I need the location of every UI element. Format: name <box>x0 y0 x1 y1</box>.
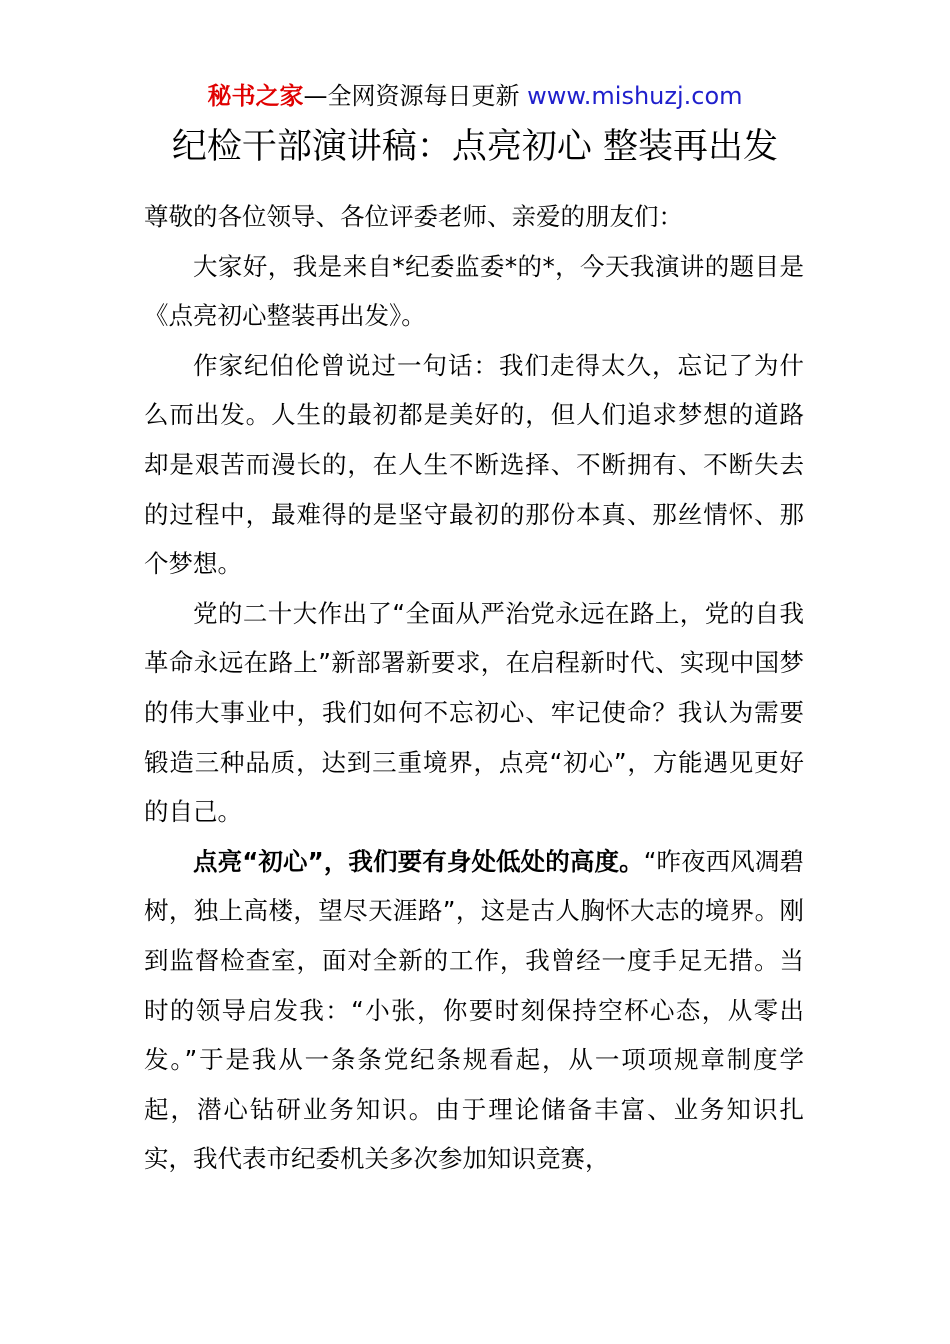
section-text: “昨夜西风凋碧树，独上高楼，望尽天涯路”，这是古人胸怀大志的境界。刚到监督检查室，面对全新的工作，我曾经一度手足无措。当时的领导启发我：“小张，你要时刻保持空杯心态，从零出发。”于是我从一条条党纪条规看起，从一项项规章制度学起，潜心钻研业务知识。由于理论储备丰富、业务知识扎实，我代表市纪委机关多次参加知识竞赛， <box>144 846 805 1174</box>
greeting-paragraph: 尊敬的各位领导、各位评委老师、亲爱的朋友们： <box>144 202 683 231</box>
body-paragraph: 大家好，我是来自*纪委监委*的*，今天我演讲的题目是《点亮初心整装再出发》。 <box>144 251 804 331</box>
site-brand: 秘书之家 <box>207 82 304 110</box>
site-slogan: —全网资源每日更新 <box>303 82 528 110</box>
section-paragraph <box>144 837 804 1184</box>
document-body <box>144 192 804 1184</box>
document-title: 纪检干部演讲稿：点亮初心 整装再出发 <box>171 127 779 167</box>
section-lead: 点亮“初心”，我们要有身处低处的高度。 <box>193 846 644 876</box>
body-paragraph: 作家纪伯伦曾说过一句话：我们走得太久，忘记了为什么而出发。人生的最初都是美好的，但人们追求梦想的道路却是艰苦而漫长的，在人生不断选择、不断拥有、不断失去的过程中，最难得的是坚守最初的那份本真、那丝情怀、那个梦想。 <box>144 350 804 579</box>
site-header <box>0 80 950 112</box>
site-url-link[interactable]: www.mishuzj.com <box>527 82 743 110</box>
body-paragraph: 党的二十大作出了“全面从严治党永远在路上，党的自我革命永远在路上”新部署新要求，在启程新时代、实现中国梦的伟大事业中，我们如何不忘初心、牢记使命？我认为需要锻造三种品质，达到三重境界，点亮“初心”，方能遇见更好的自己。 <box>144 598 804 827</box>
